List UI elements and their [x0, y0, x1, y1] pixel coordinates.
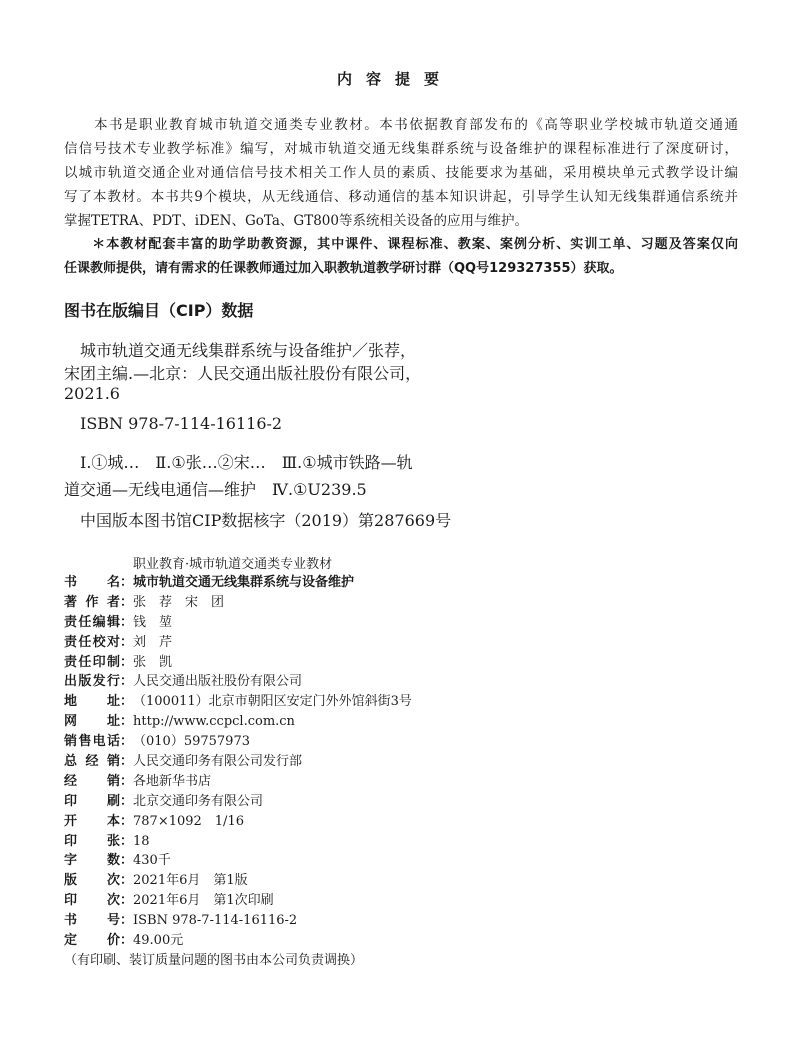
- colophon-colon: ：: [120, 594, 134, 610]
- summary-line: 掌握TETRA、PDT、iDEN、GoTa、GT800等系统相关设备的应用与维护。: [64, 213, 528, 229]
- colophon-colon: ：: [120, 654, 134, 670]
- colophon-label: 开本: [64, 813, 120, 829]
- colophon-value: 49.00元: [133, 933, 184, 949]
- colophon-row: [64, 911, 412, 931]
- colophon-value: 北京交通印务有限公司: [133, 793, 264, 809]
- colophon-label: 网址: [64, 714, 120, 730]
- colophon-row: [64, 772, 412, 792]
- colophon-label: 出版发行: [64, 674, 120, 690]
- summary-line: 以城市轨道交通企业对通信信号技术相关工作人员的素质、技能要求为基础，采用模块单元式教学设计编: [64, 165, 738, 181]
- summary-line: 信信号技术专业教学标准》编写，对城市轨道交通无线集群系统与设备维护的课程标准进行了深度研讨，: [64, 141, 738, 157]
- cip-line: 宋团主编.—北京：人民交通出版社股份有限公司，: [64, 364, 422, 383]
- colophon-row: [64, 672, 412, 692]
- resource-note-line: ＊本教材配套丰富的助学助教资源，其中课件、课程标准、教案、案例分析、实训工单、习题及答案仅向: [64, 237, 738, 252]
- colophon-value: 18: [133, 833, 150, 849]
- colophon-value: 人民交通印务有限公司发行部: [133, 754, 303, 770]
- colophon-colon: ：: [120, 714, 134, 730]
- colophon-colon: ：: [120, 853, 134, 869]
- colophon-label: 著作者: [64, 594, 120, 610]
- colophon-colon: ：: [120, 933, 134, 949]
- cip-line: ISBN 978-7-114-16116-2: [64, 414, 283, 433]
- colophon-value: 2021年6月 第1版: [133, 873, 248, 889]
- cip-line: 城市轨道交通无线集群系统与设备维护／张荐，: [64, 341, 417, 360]
- colophon-value: 张 荐 宋 团: [133, 594, 225, 610]
- colophon-row: [64, 732, 412, 752]
- colophon-value: 城市轨道交通无线集群系统与设备维护: [133, 575, 355, 590]
- colophon-row: [64, 752, 412, 772]
- cip-heading: 图书在版编目（CIP）数据: [64, 301, 254, 320]
- colophon-row: [64, 653, 412, 673]
- footer-note: （有印刷、装订质量问题的图书由本公司负责调换）: [64, 952, 364, 968]
- colophon-label: 书号: [64, 913, 120, 929]
- colophon-row: [64, 573, 412, 593]
- colophon-colon: ：: [120, 754, 134, 770]
- colophon-value: （100011）北京市朝阳区安定门外外馆斜街3号: [133, 694, 412, 710]
- colophon-colon: ：: [120, 773, 134, 789]
- colophon-label: 印张: [64, 833, 120, 849]
- colophon-value: ISBN 978-7-114-16116-2: [133, 913, 298, 929]
- colophon-label: 销售电话: [64, 734, 120, 750]
- colophon-colon: ：: [120, 734, 134, 750]
- colophon-row: [64, 613, 412, 633]
- colophon-label: 印刷: [64, 793, 120, 809]
- colophon-colon: ：: [120, 793, 134, 809]
- colophon-row: [64, 712, 412, 732]
- colophon-value: 430千: [133, 853, 171, 869]
- summary-line: 写了本教材。本书共9个模块，从无线通信、移动通信的基本知识讲起，引导学生认知无线集群通信系统并: [64, 189, 738, 205]
- colophon-value: 人民交通出版社股份有限公司: [133, 674, 303, 690]
- colophon-colon: ：: [120, 893, 134, 909]
- colophon-row: [64, 792, 412, 812]
- colophon-value: （010）59757973: [133, 734, 250, 750]
- summary-paragraph: [64, 113, 738, 281]
- colophon-label: 经销: [64, 773, 120, 789]
- colophon-row: [64, 692, 412, 712]
- colophon-label: 责任印制: [64, 654, 120, 670]
- colophon-label: 印次: [64, 893, 120, 909]
- colophon-row: [64, 812, 412, 832]
- colophon-label: 书名: [64, 575, 120, 590]
- colophon-colon: ：: [120, 614, 134, 630]
- resource-note-line: 任课教师提供，请有需求的任课教师通过加入职教轨道教学研讨群（QQ号129327355）获取。: [64, 261, 623, 276]
- colophon-label: 字数: [64, 853, 120, 869]
- series-name: 职业教育·城市轨道交通类专业教材: [133, 557, 333, 572]
- summary-title: 内容提要: [336, 70, 453, 88]
- colophon-colon: ：: [120, 575, 134, 590]
- colophon-label: 总经销: [64, 754, 120, 770]
- colophon-value: 各地新华书店: [133, 773, 212, 789]
- cip-line: 道交通—无线电通信—维护 Ⅳ.①U239.5: [64, 480, 367, 499]
- colophon-list: [64, 573, 412, 971]
- colophon-value: 787×1092 1/16: [133, 813, 244, 829]
- colophon-colon: ：: [120, 873, 134, 889]
- colophon-label: 定价: [64, 933, 120, 949]
- colophon-row: [64, 851, 412, 871]
- colophon-value: 张 凯: [133, 654, 173, 670]
- colophon-row: [64, 871, 412, 891]
- summary-line: 本书是职业教育城市轨道交通类专业教材。本书依据教育部发布的《高等职业学校城市轨道交通通: [64, 117, 738, 133]
- colophon-colon: ：: [120, 833, 134, 849]
- colophon-colon: ：: [120, 634, 134, 650]
- colophon-row: [64, 931, 412, 951]
- colophon-colon: ：: [120, 913, 134, 929]
- colophon-value: 刘 芹: [133, 634, 173, 650]
- colophon-label: 版次: [64, 873, 120, 889]
- colophon-row: [64, 633, 412, 653]
- colophon-label: 地址: [64, 694, 120, 710]
- colophon-row: [64, 593, 412, 613]
- cip-line: Ⅰ.①城… Ⅱ.①张…②宋… Ⅲ.①城市铁路—轨: [64, 453, 413, 472]
- cip-line: 2021.6: [64, 384, 120, 403]
- colophon-colon: ：: [120, 813, 134, 829]
- colophon-value: http://www.ccpcl.com.cn: [133, 714, 295, 730]
- colophon-value: 2021年6月 第1次印刷: [133, 893, 274, 909]
- colophon-colon: ：: [120, 694, 134, 710]
- cip-line: 中国版本图书馆CIP数据核字（2019）第287669号: [64, 511, 452, 530]
- colophon-label: 责任编辑: [64, 614, 120, 630]
- colophon-row: [64, 832, 412, 852]
- colophon-row: [64, 891, 412, 911]
- colophon-colon: ：: [120, 674, 134, 690]
- colophon-value: 钱 堃: [133, 614, 173, 630]
- colophon-label: 责任校对: [64, 634, 120, 650]
